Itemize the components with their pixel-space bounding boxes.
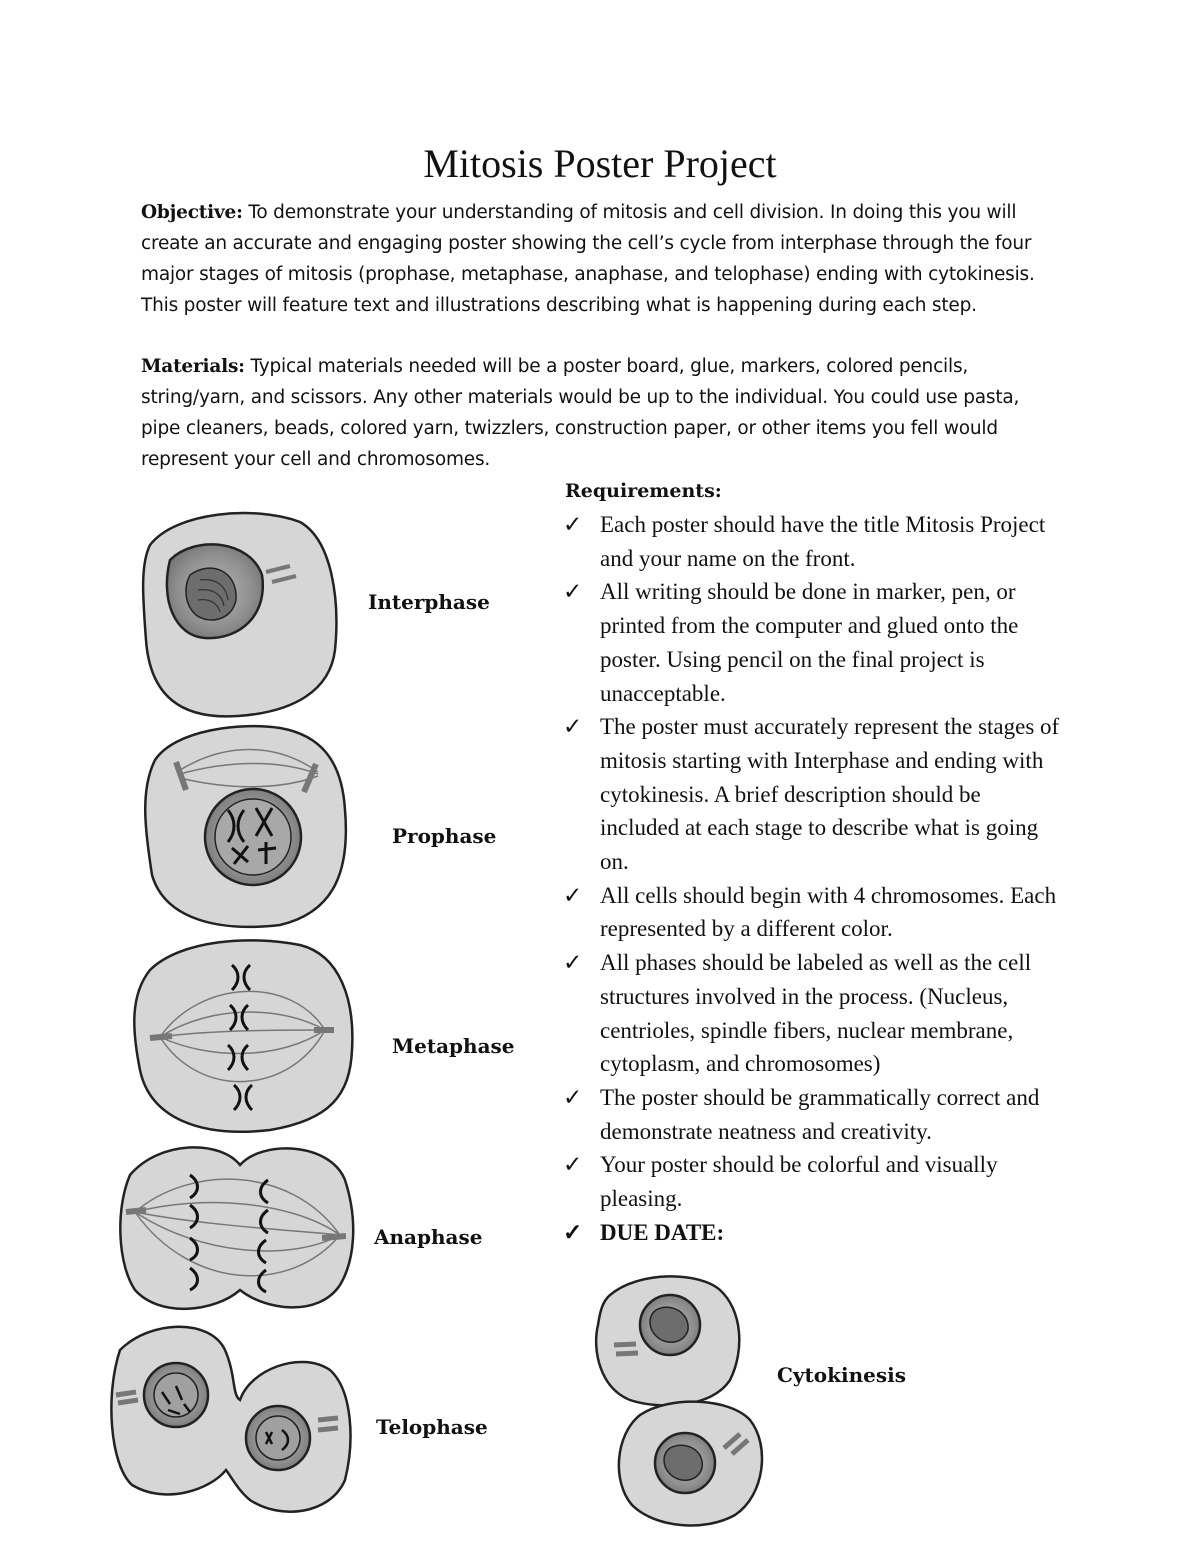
requirement-item: ✓ The poster should be grammatically correct and demonstrate neatness and creativity. bbox=[563, 1081, 1063, 1148]
anaphase-cell bbox=[120, 1147, 353, 1308]
checkmark-icon: ✓ bbox=[563, 579, 583, 605]
requirement-item: ✓ Your poster should be colorful and visually pleasing. bbox=[563, 1148, 1063, 1215]
checkmark-icon: ✓ bbox=[563, 950, 583, 976]
requirement-item: ✓ All phases should be labeled as well as the cell structures involved in the process. (Nucleus, centrioles, spindle fibers, nuclear membrane, cytoplasm, and chromosomes) bbox=[563, 946, 1063, 1081]
objective-label: Objective: bbox=[141, 202, 243, 223]
prophase-cell bbox=[145, 726, 346, 927]
interphase-cell bbox=[143, 513, 336, 716]
label-anaphase: Anaphase bbox=[374, 1225, 483, 1249]
requirement-item: ✓ Each poster should have the title Mitosis Project and your name on the front. bbox=[563, 508, 1063, 575]
label-prophase: Prophase bbox=[392, 824, 497, 848]
checkmark-icon: ✓ bbox=[563, 1219, 583, 1245]
checkmark-icon: ✓ bbox=[563, 882, 583, 908]
page-title: Mitosis Poster Project bbox=[423, 141, 777, 186]
checkmark-icon: ✓ bbox=[563, 512, 583, 537]
checkmark-icon: ✓ bbox=[563, 1152, 583, 1178]
requirement-item: ✓ All writing should be done in marker, pen, or printed from the computer and glued onto the poster. Using pencil on the final project is unacceptable. bbox=[563, 575, 1063, 710]
metaphase-cell bbox=[134, 940, 352, 1131]
requirements-heading: Requirements: bbox=[565, 480, 722, 502]
label-interphase: Interphase bbox=[368, 590, 490, 614]
checkmark-icon: ✓ bbox=[563, 714, 583, 740]
objective-text: To demonstrate your understanding of mitosis and cell division. In doing this you will create an accurate and engaging poster showing the cell’s cycle from interphase through the four major stages of mitosis (prophase, metaphase, anaphase, and telophase) ending with cytokinesis. This poster will feature text and illustrations describing what is happening during each step. bbox=[141, 202, 1035, 316]
materials-text: Typical materials needed will be a poster board, glue, markers, colored pencils, string/yarn, and scissors. Any other materials would be up to the individual. You could use pasta, pipe cleaners, beads, colored yarn, twizzlers, construction paper, or other items you fell would represent your cell and chromosomes. bbox=[141, 356, 1020, 470]
cytokinesis-cells bbox=[596, 1276, 762, 1525]
label-telophase: Telophase bbox=[376, 1415, 488, 1439]
telophase-cell bbox=[111, 1327, 350, 1512]
requirement-item: ✓ The poster must accurately represent the stages of mitosis starting with Interphase and ending with cytokinesis. A brief description should be included at each stage to describe what is going on. bbox=[563, 710, 1063, 879]
label-metaphase: Metaphase bbox=[392, 1034, 515, 1058]
requirement-item-due-date: ✓ DUE DATE: bbox=[563, 1216, 1063, 1250]
label-cytokinesis: Cytokinesis bbox=[777, 1363, 906, 1387]
checkmark-icon: ✓ bbox=[563, 1084, 583, 1110]
requirement-item: ✓ All cells should begin with 4 chromosomes. Each represented by a different color. bbox=[563, 879, 1063, 946]
materials-label: Materials: bbox=[141, 356, 245, 377]
